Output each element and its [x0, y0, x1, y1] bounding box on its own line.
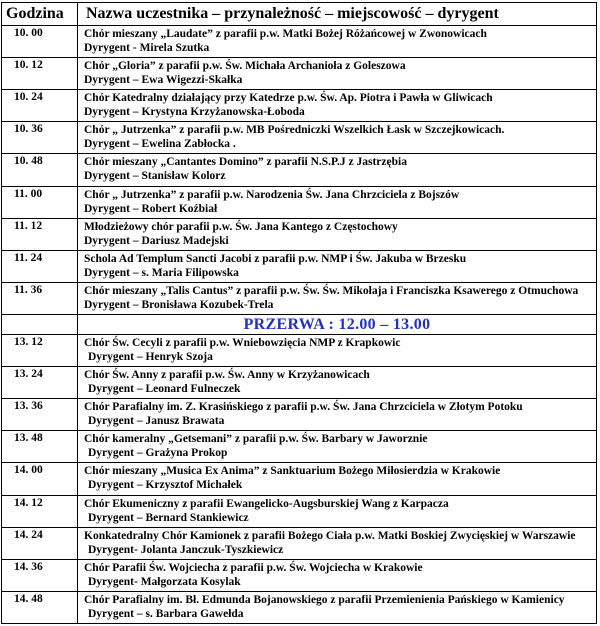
choir-name: Chór Ekumeniczny z parafii Ewangelicko-Augsburskiej Wang z Karpacza: [84, 497, 449, 510]
time-cell: 14. 00: [2, 463, 78, 495]
participant-cell: [78, 282, 597, 314]
choir-name: Chór mieszany „Laudate” z parafii p.w. Matki Bożej Różańcowej w Zwonowicach: [84, 28, 487, 40]
conductor: Dyrygent – Henryk Szoja: [88, 350, 213, 363]
time-cell: 13. 24: [2, 367, 78, 399]
time-cell: 11. 12: [2, 218, 78, 250]
choir-name: Chór „ Jutrzenka” z parafii p.w. Narodzenia Św. Jana Chrzciciela z Bojszów: [84, 188, 460, 201]
break-label: PRZERWA : 12.00 – 13.00: [78, 314, 597, 334]
participant-cell: [78, 58, 597, 90]
time-cell: 10. 12: [2, 58, 78, 90]
conductor: Dyrygent – Ewa Wigezzi-Skałka: [84, 74, 243, 87]
conductor: Dyrygent – Bernard Stankiewicz: [88, 511, 249, 524]
header-time: Godzina: [2, 3, 78, 26]
time-cell: 10. 36: [2, 122, 78, 154]
conductor: Dyrygent – Dariusz Madejski: [84, 234, 229, 247]
schedule-row: [2, 218, 597, 250]
choir-name: Chór Katedralny działający przy Katedrze p.w. Św. Ap. Piotra i Pawła w Gliwicach: [84, 92, 493, 105]
time-cell: 10. 48: [2, 154, 78, 186]
participant-cell: [78, 218, 597, 250]
choir-name: Schola Ad Templum Sancti Jacobi z parafii p.w. NMP i Św. Jakuba w Brzesku: [84, 252, 467, 265]
header-row: [2, 3, 597, 26]
participant-cell: [78, 26, 597, 58]
participant-cell: [78, 334, 597, 366]
time-cell: 11. 24: [2, 250, 78, 282]
participant-cell: [78, 399, 597, 431]
schedule-row: [2, 122, 597, 154]
schedule-row: [2, 431, 597, 463]
schedule-row: [2, 463, 597, 495]
participant-cell: [78, 90, 597, 122]
choir-name: Chór mieszany „Cantantes Domino” z parafii N.S.P.J z Jastrzębia: [84, 156, 407, 169]
participant-cell: [78, 463, 597, 495]
participant-cell: [78, 367, 597, 399]
participant-cell: [78, 250, 597, 282]
schedule-row: [2, 282, 597, 314]
conductor: Dyrygent – s. Maria Filipowska: [84, 266, 239, 279]
conductor: Dyrygent - Mirela Szutka: [84, 42, 210, 54]
choir-name: Konkatedralny Chór Kamionek z parafii Bożego Ciała p.w. Matki Boskiej Zwycięskiej w Warszawie: [84, 529, 576, 542]
choir-name: Młodzieżowy chór parafii p.w. Św. Jana Kantego z Częstochowy: [84, 220, 398, 233]
conductor: Dyrygent – Ewelina Zabłocka .: [84, 138, 236, 151]
time-cell: 11. 00: [2, 186, 78, 218]
conductor: Dyrygent – s. Barbara Gawełda: [88, 607, 244, 620]
conductor: Dyrygent – Leonard Fulneczek: [88, 383, 241, 396]
conductor: Dyrygent- Jolanta Janczuk-Tyszkiewicz: [88, 543, 284, 556]
schedule-row: [2, 90, 597, 122]
break-row: [2, 314, 597, 334]
time-cell: 11. 36: [2, 282, 78, 314]
schedule-row: [2, 367, 597, 399]
choir-name: Chór Parafii Św. Wojciecha z parafii p.w. Św. Wojciecha w Krakowie: [84, 561, 423, 574]
break-spacer: [2, 314, 78, 334]
choir-name: Chór „ Jutrzenka” z parafii p.w. MB Pośredniczki Wszelkich Łask w Szczejkowicach.: [84, 124, 505, 137]
participant-cell: [78, 186, 597, 218]
conductor: Dyrygent – Krzysztof Michałek: [88, 479, 243, 492]
participant-cell: [78, 527, 597, 559]
participant-cell: [78, 154, 597, 186]
choir-name: Chór mieszany „Musica Ex Anima” z Sanktuarium Bożego Miłosierdzia w Krakowie: [84, 465, 501, 478]
schedule-row: [2, 495, 597, 527]
schedule-row: [2, 250, 597, 282]
participant-cell: [78, 495, 597, 527]
choir-name: Chór Parafialny im. Z. Krasińskiego z parafii p.w. Św. Jana Chrzciciela w Złotym Potoku: [84, 401, 523, 414]
participant-cell: [78, 122, 597, 154]
header-participant: Nazwa uczestnika – przynależność – miejscowość – dyrygent: [78, 3, 597, 26]
conductor: Dyrygent – Bronisława Kozubek-Trela: [84, 298, 274, 311]
schedule-row: [2, 591, 597, 623]
participant-cell: [78, 431, 597, 463]
schedule-row: [2, 527, 597, 559]
conductor: Dyrygent – Robert Koźbiał: [84, 202, 218, 215]
time-cell: 13. 48: [2, 431, 78, 463]
time-cell: 13. 36: [2, 399, 78, 431]
conductor: Dyrygent- Małgorzata Kosylak: [88, 575, 241, 588]
conductor: Dyrygent – Grażyna Prokop: [88, 447, 228, 460]
schedule-table: [1, 2, 597, 624]
time-cell: 14. 48: [2, 591, 78, 623]
schedule-row: [2, 559, 597, 591]
schedule-row: [2, 154, 597, 186]
time-cell: 14. 12: [2, 495, 78, 527]
schedule-row: [2, 26, 597, 58]
choir-name: Chór „Gloria” z parafii p.w. Św. Michała Archanioła z Goleszowa: [84, 60, 406, 73]
participant-cell: [78, 559, 597, 591]
choir-name: Chór Św. Cecyli z parafii p.w. Wniebowzięcia NMP z Krapkowic: [84, 336, 401, 349]
participant-cell: [78, 591, 597, 623]
choir-name: Chór kameralny „Getsemani” z parafii p.w. Św. Barbary w Jaworznie: [84, 433, 428, 446]
schedule-row: [2, 58, 597, 90]
conductor: Dyrygent – Janusz Brawata: [88, 415, 225, 428]
time-cell: 13. 12: [2, 334, 78, 366]
schedule-row: [2, 399, 597, 431]
choir-name: Chór Św. Anny z parafii p.w. Św. Anny w Krzyżanowicach: [84, 369, 370, 382]
time-cell: 10. 00: [2, 26, 78, 58]
time-cell: 14. 24: [2, 527, 78, 559]
choir-name: Chór Parafialny im. Bł. Edmunda Bojanowskiego z parafii Przemienienia Pańskiego w Kamienicy: [84, 593, 565, 606]
schedule-row: [2, 186, 597, 218]
conductor: Dyrygent – Stanisław Kolorz: [84, 170, 226, 183]
schedule-row: [2, 334, 597, 366]
time-cell: 10. 24: [2, 90, 78, 122]
choir-name: Chór mieszany „Talis Cantus” z parafii p.w. Św. Św. Mikołaja i Franciszka Ksawerego z Otmuchowa: [84, 284, 579, 297]
conductor: Dyrygent – Krystyna Krzyżanowska-Łoboda: [84, 106, 305, 119]
time-cell: 14. 36: [2, 559, 78, 591]
